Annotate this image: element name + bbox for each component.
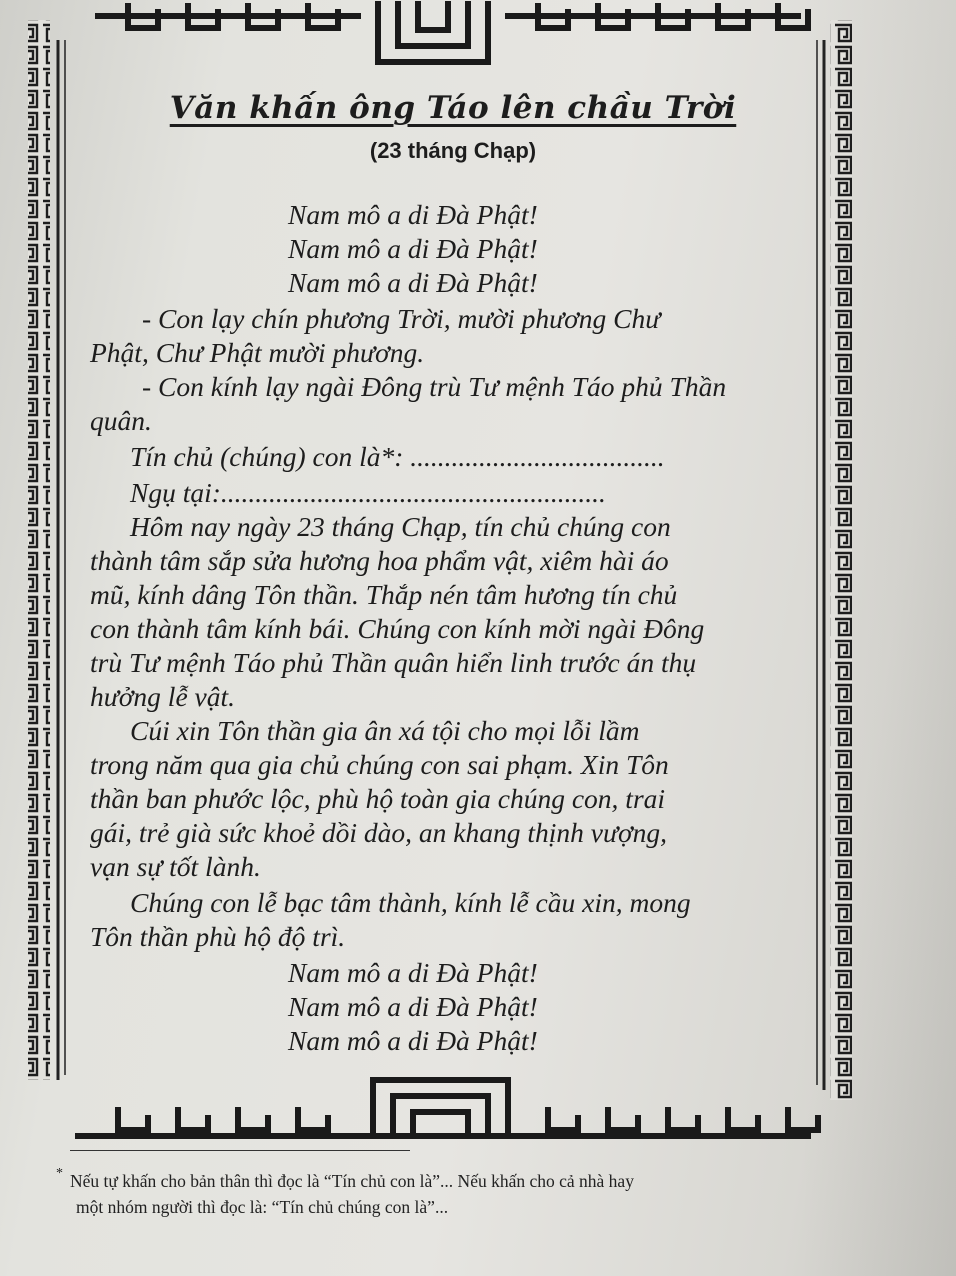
- page-title: Văn khấn ông Táo lên chầu Trời: [169, 90, 737, 126]
- text-line: - Con kính lạy ngài Đông trù Tư mệnh Táo phủ Thần: [142, 371, 727, 402]
- text-line: hưởng lễ vật.: [90, 681, 235, 712]
- text-line: thần ban phước lộc, phù hộ toàn gia chúng con, trai: [90, 783, 666, 814]
- footnote: [70, 1168, 870, 1220]
- text-line: Chúng con lễ bạc tâm thành, kính lễ cầu xin, mong: [130, 887, 691, 918]
- closing-chant-line-3: Nam mô a di Đà Phật!: [288, 1025, 538, 1056]
- text-line: thành tâm sắp sửa hương hoa phẩm vật, xiêm hài áo: [90, 545, 669, 576]
- text-line: vạn sự tốt lành.: [90, 851, 261, 882]
- text-line: - Con lạy chín phương Trời, mười phương Chư: [142, 303, 661, 334]
- footnote-line-1: Nếu tự khấn cho bản thân thì đọc là “Tín chủ con là”... Nếu khấn cho cả nhà hay: [70, 1171, 634, 1191]
- text-line: Cúi xin Tôn thần gia ân xá tội cho mọi lỗi lầm: [130, 715, 640, 746]
- residence-line: Ngụ tại:........................................................: [130, 477, 606, 508]
- chant-line-3: Nam mô a di Đà Phật!: [288, 267, 538, 298]
- footnote-line-2: một nhóm người thì đọc là: “Tín chủ chúng con là”...: [76, 1197, 449, 1217]
- chant-line-1: Nam mô a di Đà Phật!: [288, 199, 538, 230]
- believer-name-line: Tín chủ (chúng) con là*: .....................................: [130, 441, 665, 472]
- text-line: Hôm nay ngày 23 tháng Chạp, tín chủ chúng con: [130, 511, 671, 542]
- chant-line-2: Nam mô a di Đà Phật!: [288, 233, 538, 264]
- text-line: quân.: [90, 405, 152, 436]
- text-line: Tôn thần phù hộ độ trì.: [90, 921, 346, 952]
- closing-chant-line-2: Nam mô a di Đà Phật!: [288, 991, 538, 1022]
- footnote-divider: [70, 1150, 410, 1151]
- closing-chant-line-1: Nam mô a di Đà Phật!: [288, 957, 538, 988]
- page-subtitle: (23 tháng Chạp): [369, 138, 537, 163]
- text-line: con thành tâm kính bái. Chúng con kính mời ngài Đông: [90, 613, 705, 644]
- text-line: mũ, kính dâng Tôn thần. Thắp nén tâm hương tín chủ: [90, 579, 678, 610]
- footnote-mark: *: [56, 1166, 63, 1181]
- text-line: trù Tư mệnh Táo phủ Thần quân hiển linh trước án thụ: [90, 647, 697, 678]
- text-line: trong năm qua gia chủ chúng con sai phạm. Xin Tôn: [90, 749, 669, 780]
- text-line: gái, trẻ già sức khoẻ dồi dào, an khang thịnh vượng,: [90, 817, 668, 848]
- text-line: Phật, Chư Phật mười phương.: [90, 337, 425, 368]
